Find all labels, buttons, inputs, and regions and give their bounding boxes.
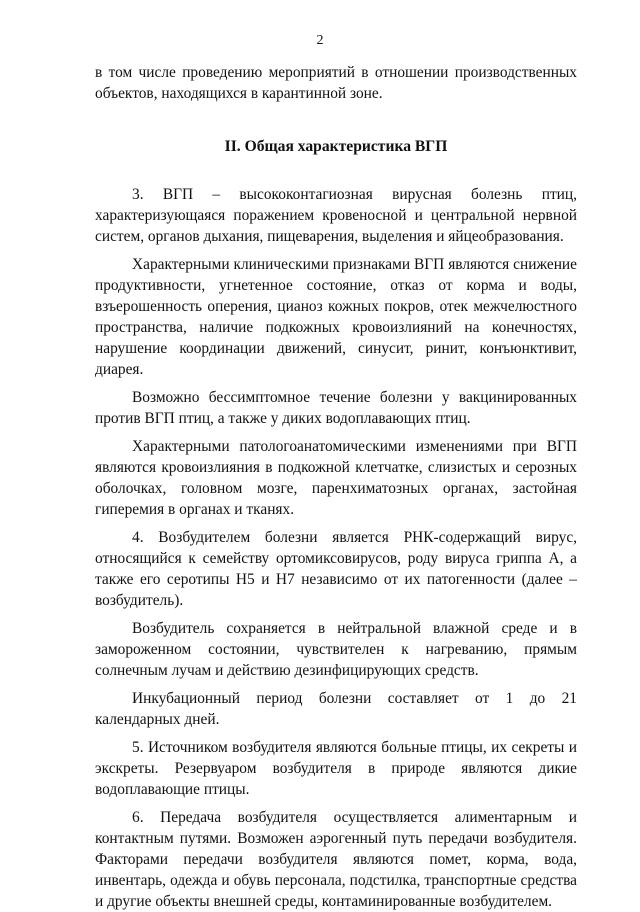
continuation-paragraph: в том числе проведению мероприятий в отношении производственных объектов, находящихся в карантинной зоне.	[95, 64, 577, 102]
paragraph-3: Возможно бессимптомное течение болезни у вакцинированных против ВГП птиц, а также у диких водоплавающих птиц.	[95, 389, 577, 427]
page-number: 2	[316, 33, 324, 48]
paragraph-9: 6. Передача возбудителя осуществляется алиментарным и контактным путями. Возможен аэрогенный путь передачи возбудителя. Факторами передачи возбудителя являются помет, корма, вода, инвентарь, одежда и обувь персонала, подстилка, транспортные средства и другие объекты внешней среды, контаминированные возбудителем.	[95, 809, 577, 910]
paragraph-6: Возбудитель сохраняется в нейтральной влажной среде и в замороженном состоянии, чувствителен к нагреванию, прямым солнечным лучам и действию дезинфицирующих средств.	[95, 620, 577, 679]
paragraph-5: 4. Возбудителем болезни является РНК-содержащий вирус, относящийся к семейству ортомиксовирусов, роду вируса гриппа А, а также его серотипы Н5 и Н7 независимо от их патогенности (далее – возбудитель).	[95, 529, 577, 609]
paragraph-7: Инкубационный период болезни составляет от 1 до 21 календарных дней.	[95, 690, 577, 728]
paragraph-8: 5. Источником возбудителя являются больные птицы, их секреты и экскреты. Резервуаром возбудителя в природе являются дикие водоплавающие птицы.	[95, 739, 577, 798]
paragraph-2: Характерными клиническими признаками ВГП являются снижение продуктивности, угнетенное состояние, отказ от корма и воды, взъерошенность оперения, цианоз кожных покров, отек межчелюстного пространства, наличие подкожных кровоизлияний на конечностях, нарушение координации движений, синусит, ринит, конъюнктивит, диарея.	[95, 256, 577, 378]
section-heading: II. Общая характеристика ВГП	[224, 138, 448, 155]
document-body	[95, 62, 577, 912]
paragraph-4: Характерными патологоанатомическими изменениями при ВГП являются кровоизлияния в подкожной клетчатке, слизистых и серозных оболочках, головном мозге, паренхиматозных органах, застойная гиперемия в органах и тканях.	[95, 438, 577, 518]
paragraph-1: 3. ВГП – высококонтагиозная вирусная болезнь птиц, характеризующаяся поражением кровеносной и центральной нервной систем, органов дыхания, пищеварения, выделения и яйцеобразования.	[95, 186, 577, 245]
